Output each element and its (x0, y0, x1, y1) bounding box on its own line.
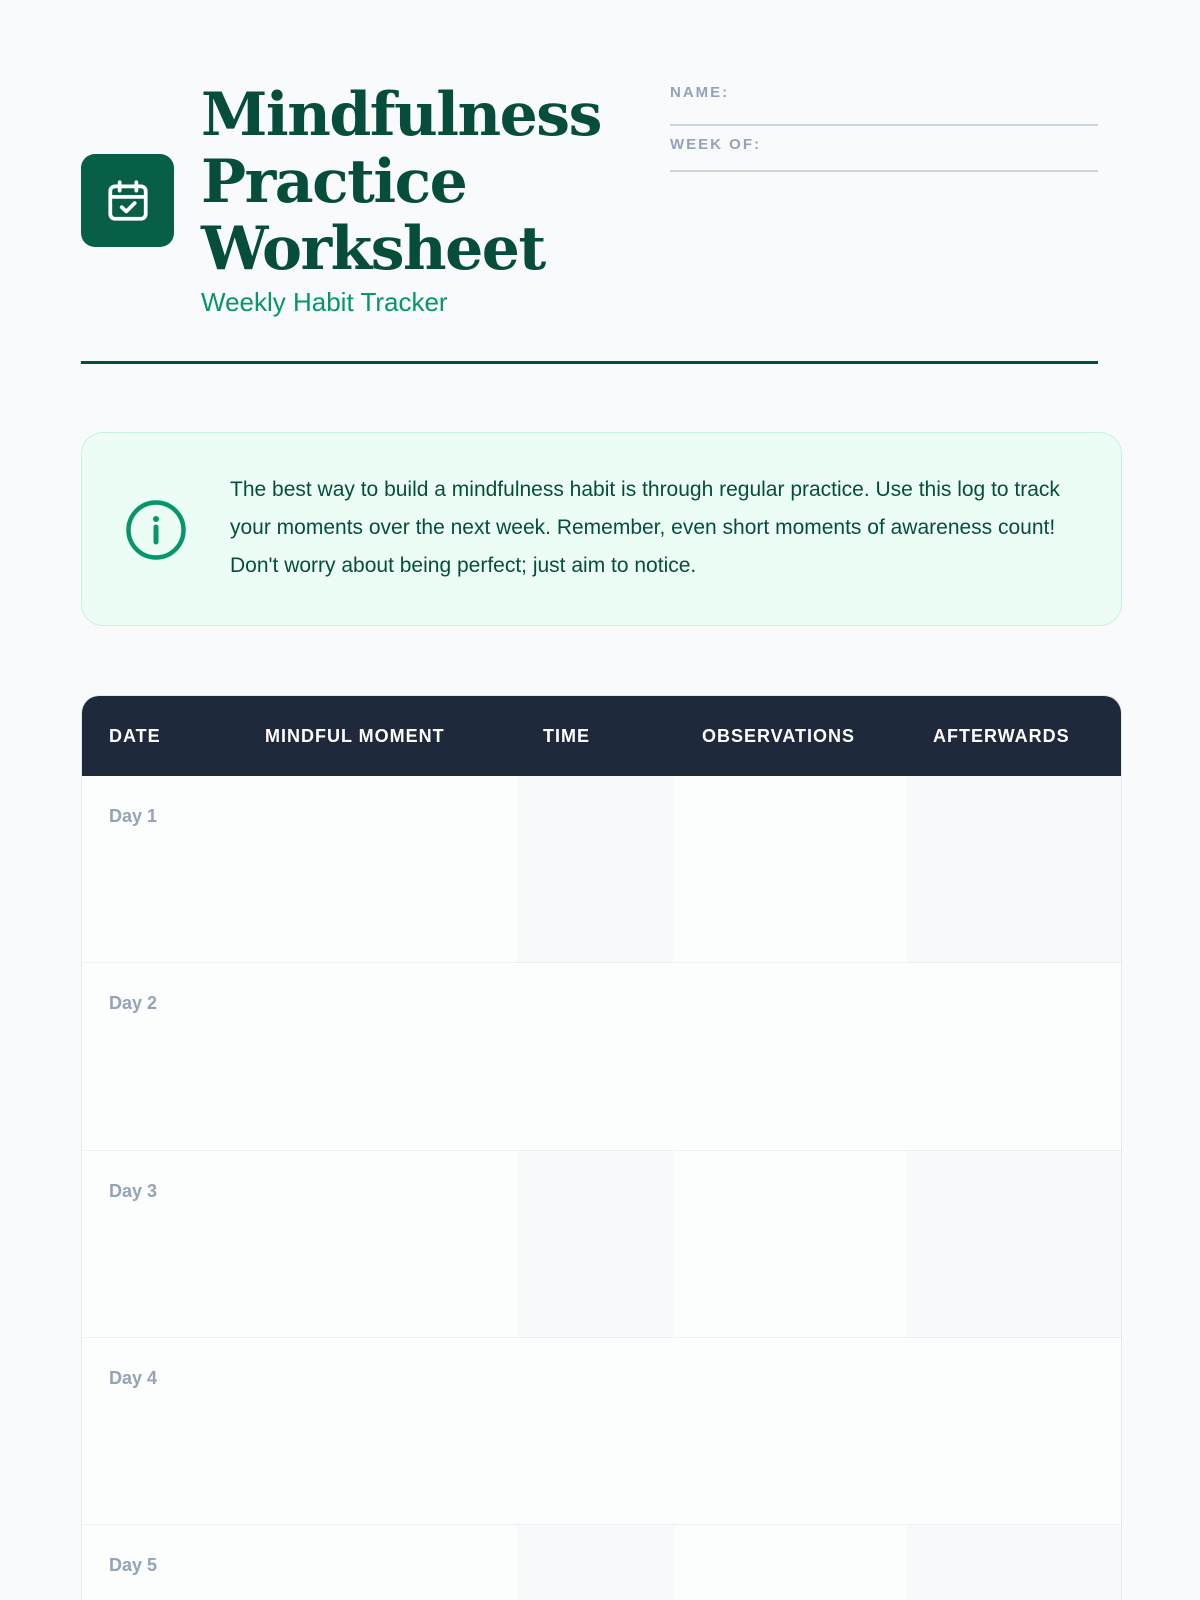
day-label: Day 3 (82, 1151, 244, 1337)
afterwards-cell[interactable] (907, 963, 1121, 1150)
time-cell[interactable] (517, 963, 674, 1150)
week-of-field[interactable] (670, 126, 1098, 172)
time-cell[interactable] (517, 1151, 674, 1337)
name-field[interactable] (670, 80, 1098, 126)
day-label: Day 2 (82, 963, 244, 1150)
time-cell[interactable] (517, 1338, 674, 1524)
column-header-observations: OBSERVATIONS (702, 725, 856, 746)
table-row (82, 776, 1121, 963)
mindful-moment-cell[interactable] (244, 1525, 517, 1600)
observations-cell[interactable] (674, 1338, 907, 1524)
mindful-moment-cell[interactable] (244, 1338, 517, 1524)
table-row (82, 1151, 1121, 1338)
observations-cell[interactable] (674, 963, 907, 1150)
week-of-field-label: WEEK OF: (670, 136, 761, 153)
page-title (201, 82, 621, 283)
title-line-1: Mindfulness (201, 80, 601, 150)
habit-log-table (81, 695, 1122, 1600)
table-row (82, 1525, 1121, 1600)
afterwards-cell[interactable] (907, 1338, 1121, 1524)
table-body (82, 776, 1121, 1600)
afterwards-cell[interactable] (907, 1151, 1121, 1337)
info-icon (125, 499, 187, 561)
table-row (82, 1338, 1121, 1525)
mindful-moment-cell[interactable] (244, 963, 517, 1150)
calendar-check-icon (81, 154, 174, 247)
column-header-time: TIME (543, 725, 590, 746)
day-label: Day 4 (82, 1338, 244, 1524)
title-line-2: Practice (201, 147, 467, 217)
observations-cell[interactable] (674, 776, 907, 962)
day-label: Day 5 (82, 1525, 244, 1600)
afterwards-cell[interactable] (907, 776, 1121, 962)
column-header-afterwards: AFTERWARDS (933, 725, 1070, 746)
column-header-date: DATE (109, 725, 161, 746)
afterwards-cell[interactable] (907, 1525, 1121, 1600)
name-field-label: NAME: (670, 84, 730, 101)
column-header-mindful-moment: MINDFUL MOMENT (265, 725, 445, 746)
info-text: The best way to build a mindfulness habit is through regular practice. Use this log to track your moments over the next week. Remember, even short moments of awareness count! Don't worry about being perfect; just aim to notice. (230, 478, 1060, 577)
title-line-3: Worksheet (201, 214, 545, 284)
observations-cell[interactable] (674, 1151, 907, 1337)
info-callout (81, 432, 1122, 626)
name-week-fields (670, 80, 1098, 172)
worksheet-header (81, 0, 1098, 364)
table-row (82, 963, 1121, 1151)
day-label: Day 1 (82, 776, 244, 962)
time-cell[interactable] (517, 1525, 674, 1600)
page-subtitle: Weekly Habit Tracker (201, 287, 448, 317)
mindful-moment-cell[interactable] (244, 1151, 517, 1337)
mindful-moment-cell[interactable] (244, 776, 517, 962)
title-block (201, 82, 621, 318)
observations-cell[interactable] (674, 1525, 907, 1600)
table-header (82, 696, 1121, 776)
time-cell[interactable] (517, 776, 674, 962)
